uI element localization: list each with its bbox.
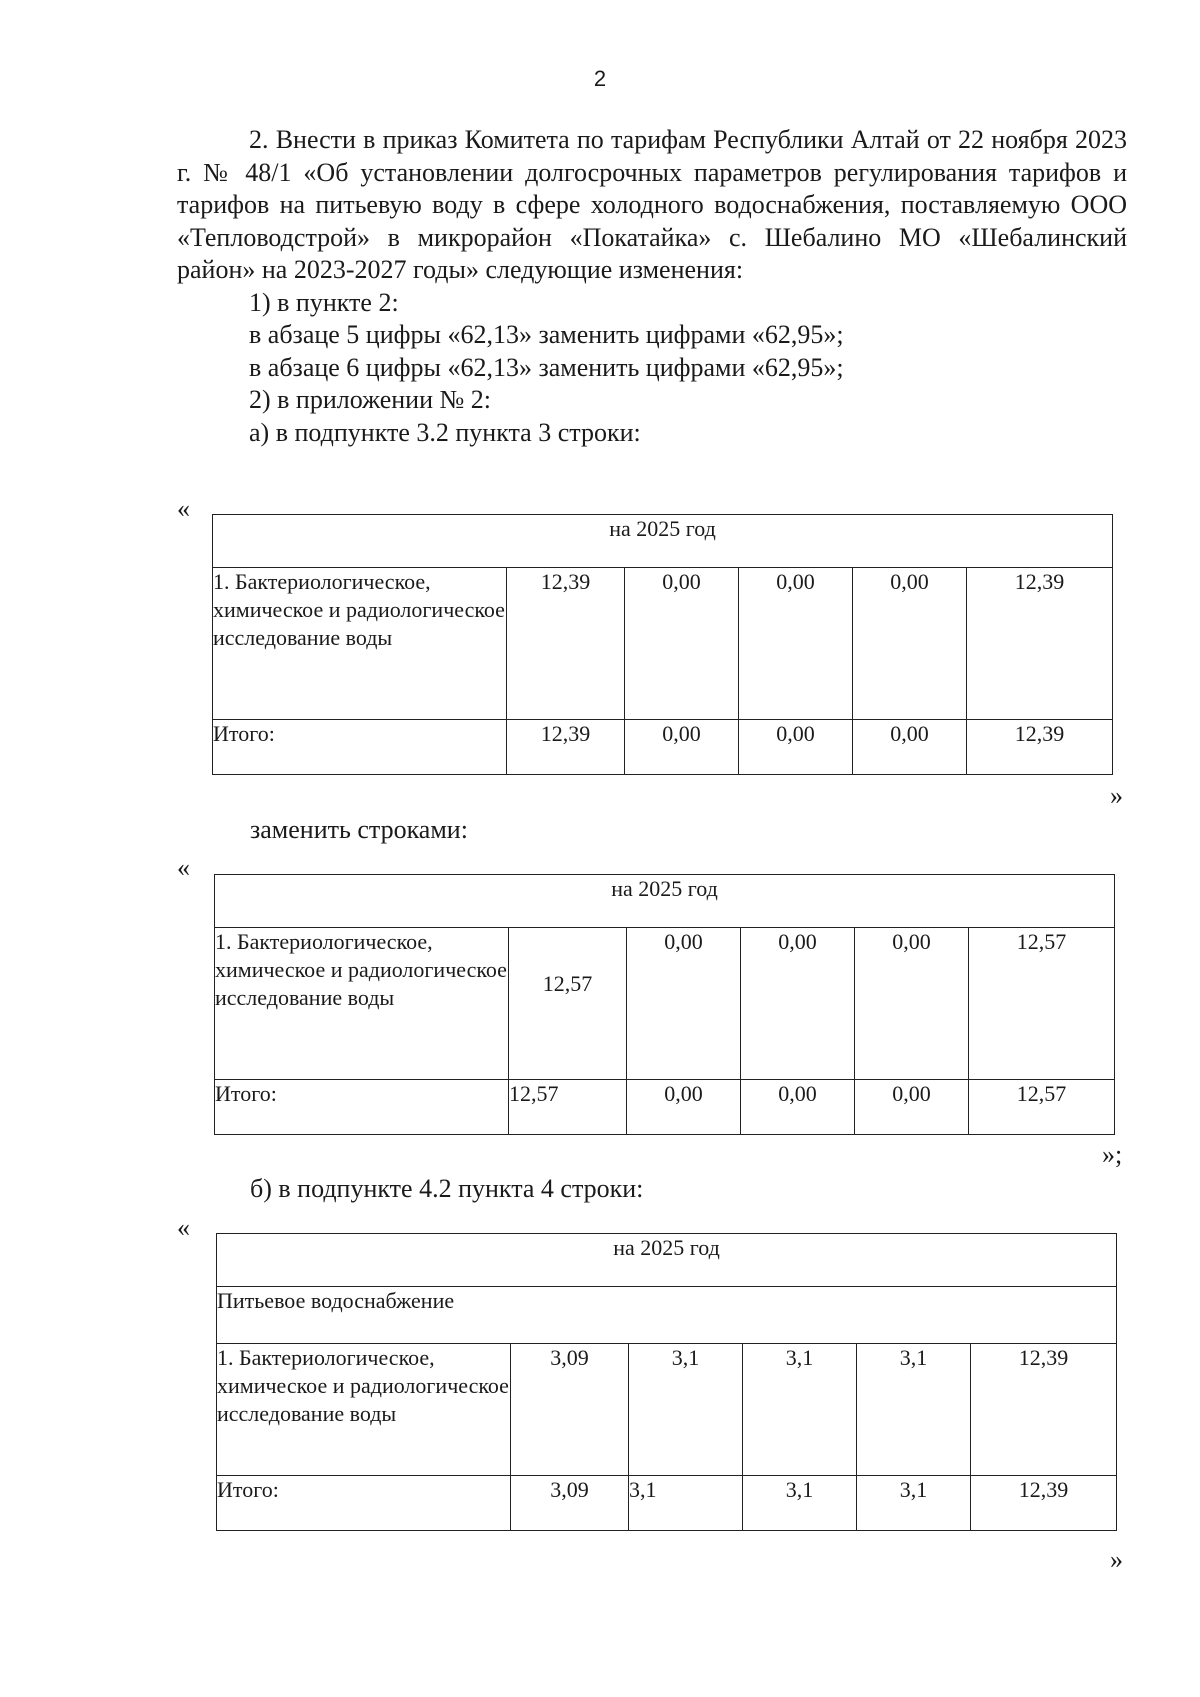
- item-line: 2) в приложении № 2:: [249, 385, 492, 414]
- table-cell: 0,00: [627, 928, 741, 1080]
- table-cell: 0,00: [627, 1080, 741, 1135]
- table-row: [213, 568, 1113, 720]
- table-header-row: [213, 515, 1113, 568]
- body-text: [177, 124, 1127, 449]
- item-line: а) в подпункте 3.2 пункта 3 строки:: [249, 417, 641, 447]
- total-row: [215, 1080, 1115, 1135]
- total-label: Итого:: [215, 1080, 509, 1135]
- item-line: в абзаце 6 цифры «62,13» заменить цифрами «62,95»;: [249, 352, 844, 382]
- table-header-row: [215, 875, 1115, 928]
- open-quote: «: [177, 853, 190, 882]
- row-label: 1. Бактериологическое, химическое и радиологическое исследование воды: [215, 928, 509, 1080]
- table-cell: 3,1: [629, 1476, 743, 1531]
- table-cell: 3,1: [629, 1344, 743, 1476]
- table-cell: 3,1: [857, 1344, 971, 1476]
- table-cell: 0,00: [855, 928, 969, 1080]
- table-cell: 12,39: [967, 568, 1113, 720]
- table-header-row: [217, 1234, 1117, 1287]
- section-label: Питьевое водоснабжение: [217, 1287, 1117, 1344]
- table-cell: 0,00: [739, 720, 853, 775]
- table-cell: 12,57: [509, 928, 627, 1080]
- open-quote: «: [177, 1213, 190, 1242]
- total-label: Итого:: [217, 1476, 511, 1531]
- table-cell: 12,57: [969, 1080, 1115, 1135]
- table-cell: 12,39: [967, 720, 1113, 775]
- table-cell: 3,09: [511, 1344, 629, 1476]
- table-cell: 0,00: [855, 1080, 969, 1135]
- row-label: 1. Бактериологическое, химическое и радиологическое исследование воды: [213, 568, 507, 720]
- subitem-b: б) в подпункте 4.2 пункта 4 строки:: [250, 1174, 644, 1203]
- table-cell: 0,00: [625, 568, 739, 720]
- table-cell: 3,09: [511, 1476, 629, 1531]
- table-cell: 3,1: [743, 1476, 857, 1531]
- table-replacement-3-2: [214, 874, 1115, 1135]
- table-cell: 12,57: [969, 928, 1115, 1080]
- section-row: [217, 1287, 1117, 1344]
- close-quote: »: [1110, 781, 1123, 810]
- table-original-3-2: [212, 514, 1113, 775]
- table-cell: 12,57: [509, 1080, 627, 1135]
- table-cell: 12,39: [507, 720, 625, 775]
- table-row: [217, 1344, 1117, 1476]
- year-header: на 2025 год: [217, 1234, 1117, 1287]
- table-cell: 12,39: [971, 1476, 1117, 1531]
- table-cell: 0,00: [741, 1080, 855, 1135]
- replace-text: заменить строками:: [250, 815, 468, 844]
- year-header: на 2025 год: [213, 515, 1113, 568]
- total-row: [213, 720, 1113, 775]
- table-cell: 0,00: [853, 720, 967, 775]
- table-cell: 12,39: [507, 568, 625, 720]
- table-cell: 0,00: [739, 568, 853, 720]
- row-label: 1. Бактериологическое, химическое и радиологическое исследование воды: [217, 1344, 511, 1476]
- table-cell: 12,39: [971, 1344, 1117, 1476]
- item-line: 1) в пункте 2:: [249, 287, 399, 317]
- table-cell: 0,00: [853, 568, 967, 720]
- table-row: [215, 928, 1115, 1080]
- table-cell: 0,00: [625, 720, 739, 775]
- total-row: [217, 1476, 1117, 1531]
- item-line: в абзаце 5 цифры «62,13» заменить цифрами «62,95»;: [249, 320, 844, 349]
- intro-paragraph: 2. Внести в приказ Комитета по тарифам Республики Алтай от 22 ноября 2023 г. № 48/1 «Об установлении долгосрочных параметров регулирования тарифов и тарифов на питьевую воду в сфере холодного водоснабжения, поставляемую ООО «Тепловодстрой» в микрорайон «Покатайка» с. Шебалино МО «Шебалинский район» на 2023-2027 годы» следующие изменения:: [177, 125, 1127, 284]
- close-quote: »: [1110, 1545, 1123, 1574]
- table-original-4-2: [216, 1233, 1117, 1531]
- close-quote: »;: [1102, 1140, 1123, 1169]
- total-label: Итого:: [213, 720, 507, 775]
- open-quote: «: [177, 494, 190, 523]
- year-header: на 2025 год: [215, 875, 1115, 928]
- page-number: 2: [593, 66, 607, 91]
- table-cell: 3,1: [743, 1344, 857, 1476]
- table-cell: 3,1: [857, 1476, 971, 1531]
- table-cell: 0,00: [741, 928, 855, 1080]
